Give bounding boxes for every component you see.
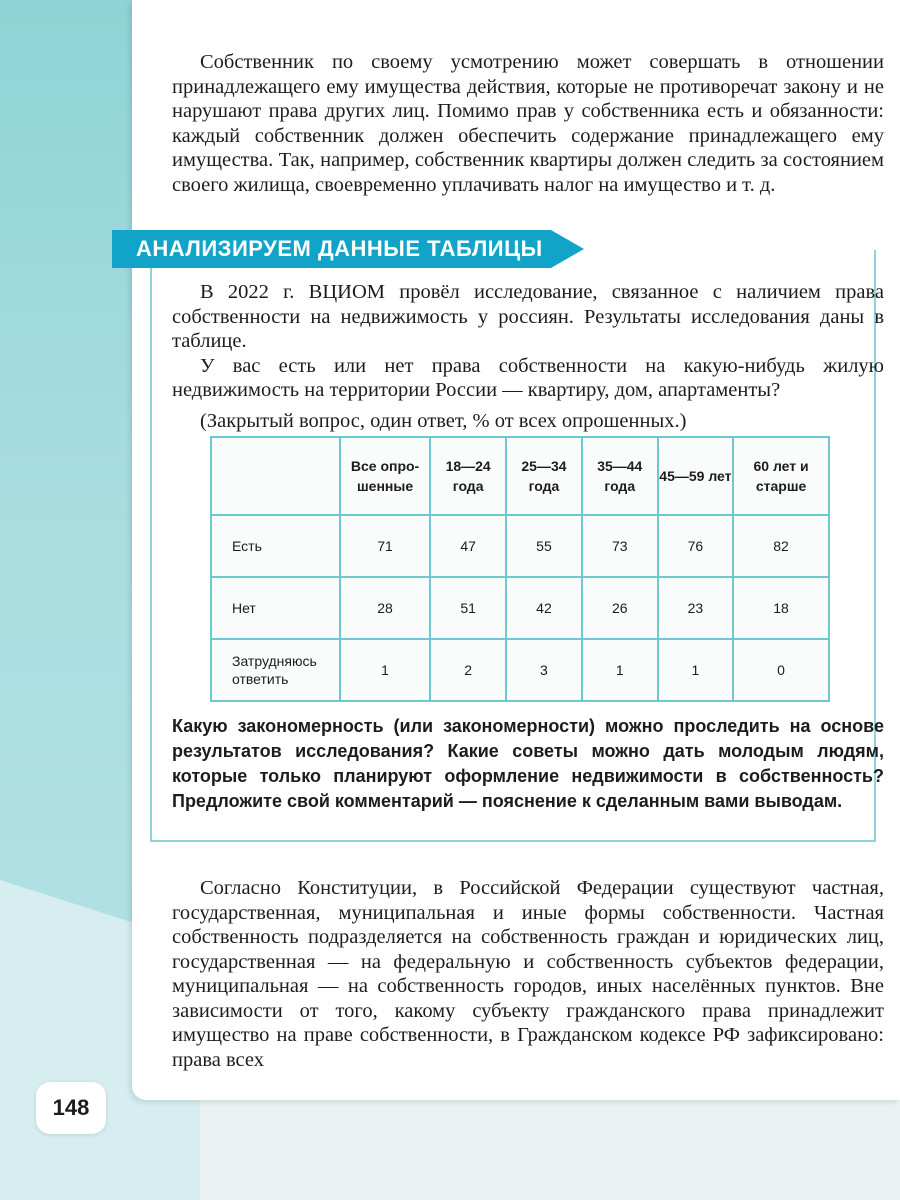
task-intro-block bbox=[172, 280, 884, 433]
task-intro: В 2022 г. ВЦИОМ провёл исследование, связанное с наличием права собственности на недвижимость у россиян. Результаты исследования даны в таблице. bbox=[172, 281, 884, 352]
intro-text: Собственник по своему усмотрению может совершать в отношении принадлежащего ему имущества действия, которые не противоречат закону и не нарушают права других лиц. Помимо прав у собственника есть и обязанности: каждый собственник должен обеспечить содержание принадлежащего ему имущества. Так, например, собственник квартиры должен следить за состоянием своего жилища, своевременно уплачивать налог на имущество и т. д. bbox=[172, 51, 884, 196]
table-header-row bbox=[211, 437, 829, 515]
table-cell: 1 bbox=[658, 639, 733, 701]
table-cell: 71 bbox=[340, 515, 430, 577]
table-row bbox=[211, 577, 829, 639]
row-label: Есть bbox=[211, 515, 340, 577]
table-cell: 76 bbox=[658, 515, 733, 577]
table-cell: 82 bbox=[733, 515, 829, 577]
table-header-cell: 35—44 года bbox=[582, 437, 658, 515]
table-cell: 42 bbox=[506, 577, 582, 639]
constitution-block bbox=[172, 876, 884, 1072]
table-cell: 3 bbox=[506, 639, 582, 701]
intro-paragraph bbox=[172, 50, 884, 197]
table-cell: 28 bbox=[340, 577, 430, 639]
table-header-cell: 45—59 лет bbox=[658, 437, 733, 515]
table-cell: 26 bbox=[582, 577, 658, 639]
table-row bbox=[211, 639, 829, 701]
table-header-cell: 18—24 года bbox=[430, 437, 506, 515]
table-cell: 51 bbox=[430, 577, 506, 639]
table-cell: 1 bbox=[582, 639, 658, 701]
task-question: Какую закономерность (или закономерности) можно проследить на основе результатов исследования? Какие советы можно дать молодым людям, которые только планируют оформление недвижимости в собственность? Предложите свой комментарий — пояснение к сделанным вами выводам. bbox=[172, 716, 884, 811]
table-cell: 2 bbox=[430, 639, 506, 701]
row-label: Нет bbox=[211, 577, 340, 639]
section-banner-title: АНАЛИЗИРУЕМ ДАННЫЕ ТАБЛИЦЫ bbox=[136, 236, 543, 261]
table-cell: 18 bbox=[733, 577, 829, 639]
table-cell: 73 bbox=[582, 515, 658, 577]
constitution-paragraph: Согласно Конституции, в Российской Федерации существуют частная, государственная, муниципальная и иные формы собственности. Частная собственность подразделяется на собственность граждан и юридических лиц, государственная — на федеральную и собственность субъектов федерации, муниципальная — на собственность городов, иных населённых пунктов. Вне зависимости от того, какому субъекту гражданского права принадлежит имущество на праве собственности, в Гражданском кодексе РФ зафиксировано: права всех bbox=[172, 877, 884, 1071]
page-number: 148 bbox=[36, 1082, 106, 1134]
survey-note: (Закрытый вопрос, один ответ, % от всех опрошенных.) bbox=[200, 409, 687, 432]
table-row bbox=[211, 515, 829, 577]
table-header-cell: 25—34 года bbox=[506, 437, 582, 515]
table-cell: 23 bbox=[658, 577, 733, 639]
table-header-cell bbox=[211, 437, 340, 515]
table-header-cell: 60 лет и старше bbox=[733, 437, 829, 515]
row-label: Затрудняюсь ответить bbox=[211, 639, 340, 701]
table-cell: 47 bbox=[430, 515, 506, 577]
table-cell: 1 bbox=[340, 639, 430, 701]
survey-table bbox=[210, 436, 830, 702]
survey-question: У вас есть или нет права собственности на какую-нибудь жилую недвижимость на территории России — квартиру, дом, апартаменты? bbox=[172, 354, 884, 401]
table-header-cell: Все опро-шенные bbox=[340, 437, 430, 515]
table-cell: 55 bbox=[506, 515, 582, 577]
table-cell: 0 bbox=[733, 639, 829, 701]
